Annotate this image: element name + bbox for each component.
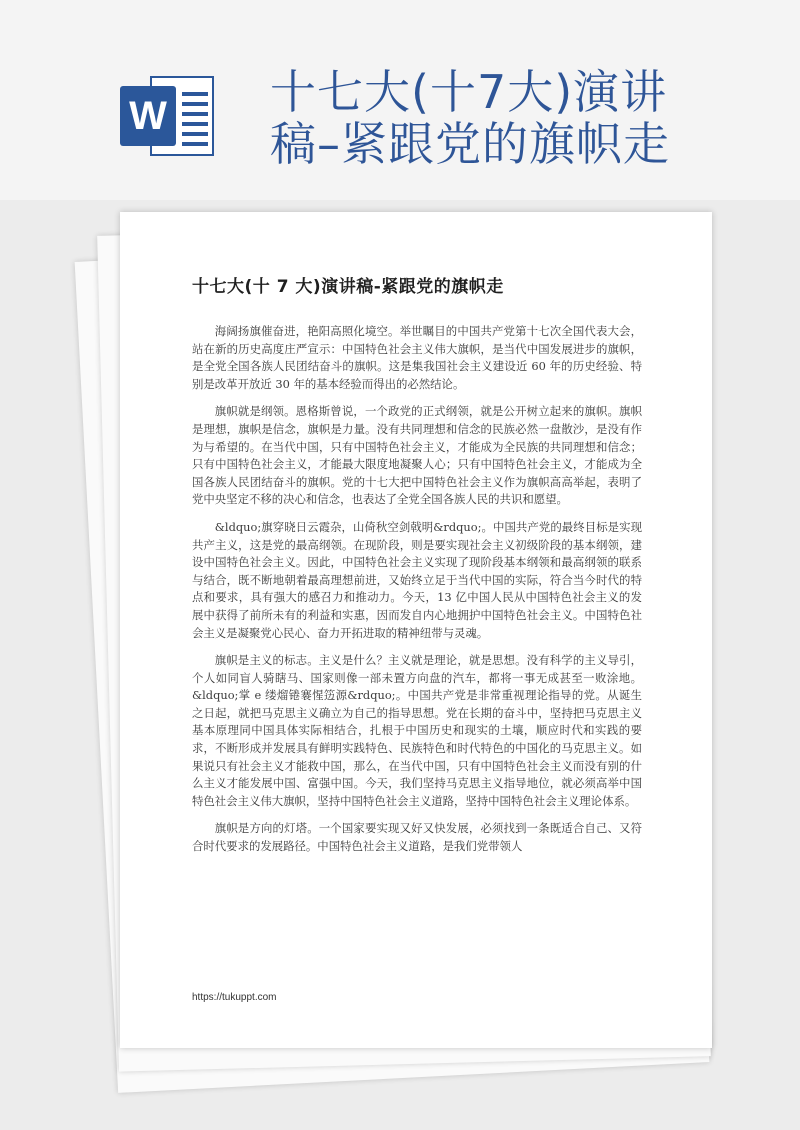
- header-title: 十七大(十7大)演讲稿–紧跟党的旗帜走: [270, 65, 670, 171]
- footer-url: https://tukuppt.com: [192, 992, 277, 1003]
- word-icon-letter: W: [120, 86, 176, 146]
- document-title: 十七大(十 7 大)演讲稿-紧跟党的旗帜走: [192, 277, 504, 297]
- header-banner: [0, 0, 800, 200]
- document-page: [120, 212, 712, 1048]
- paragraph: 旗帜是方向的灯塔。一个国家要实现又好又快发展，必须找到一条既适合自己、又符合时代要求的发展路径。中国特色社会主义道路，是我们党带领人: [192, 821, 642, 854]
- paragraph: &ldquo;旗穿晓日云霞杂，山倚秋空剑戟明&rdquo;。中国共产党的最终目标是实现共产主义，这是党的最高纲领。在现阶段，则是要实现社会主义初级阶段的基本纲领，建设中国特色社会主义。因此，中国特色社会主义实现了现阶段基本纲领和最高纲领的联系与结合，既不断地朝着最高理想前进，又始终立足于当代中国的实际，符合当今时代的特点和要求，具有强大的感召力和推动力。今天，13 亿中国人民从中国特色社会主义的发展中获得了前所未有的利益和实惠，因而发自内心地拥护中国特色社会主义。中国特色社会主义是凝聚党心民心、奋力开拓进取的精神纽带与灵魂。: [192, 519, 642, 640]
- paragraph: 旗帜就是纲领。恩格斯曾说，一个政党的正式纲领，就是公开树立起来的旗帜。旗帜是理想，旗帜是信念，旗帜是力量。没有共同理想和信念的民族必然一盘散沙，是没有作为与希望的。在当代中国，只有中国特色社会主义，才能成为全民族的共同理想和信念；只有中国特色社会主义，才能最大限度地凝聚人心；只有中国特色社会主义，才能成为全国各族人民团结奋斗的旗帜。党的十七大把中国特色社会主义作为旗帜高高举起，表明了党中央坚定不移的决心和信念，也表达了全党全国各族人民的共识和愿望。: [192, 404, 642, 507]
- word-icon: [120, 72, 216, 158]
- paragraph: 旗帜是主义的标志。主义是什么？主义就是理论，就是思想。没有科学的主义导引，个人如同盲人骑瞎马、国家则像一部未置方向盘的汽车，都将一事无成甚至一败涂地。&ldquo;掌 e 缕熘锩褰惺笾源&rdquo;。中国共产党是非常重视理论指导的党。从诞生之日起，就把马克思主义确立为自己的指导思想。党在长期的奋斗中，坚持把马克思主义基本原理同中国具体实际相结合，扎根于中国历史和现实的土壤，顺应时代和实践的要求，不断形成并发展具有鲜明实践特色、民族特色和时代特色的中国化的马克思主义。如果说只有社会主义才能救中国，那么，在当代中国，只有中国特色社会主义而没有别的什么主义才能发展中国、富强中国。今天，我们坚持马克思主义指导地位，就必须高举中国特色社会主义伟大旗帜，坚持中国特色社会主义道路，坚持中国特色社会主义理论体系。: [192, 653, 642, 808]
- paragraph: 海阔扬旗催奋进，艳阳高照化境空。举世瞩目的中国共产党第十七次全国代表大会，站在新的历史高度庄严宣示：中国特色社会主义伟大旗帜，是当代中国发展进步的旗帜，是全党全国各族人民团结奋斗的旗帜。这是集我国社会主义建设近 60 年的历史经验、特别是改革开放近 30 年的基本经验而得出的必然结论。: [192, 324, 642, 391]
